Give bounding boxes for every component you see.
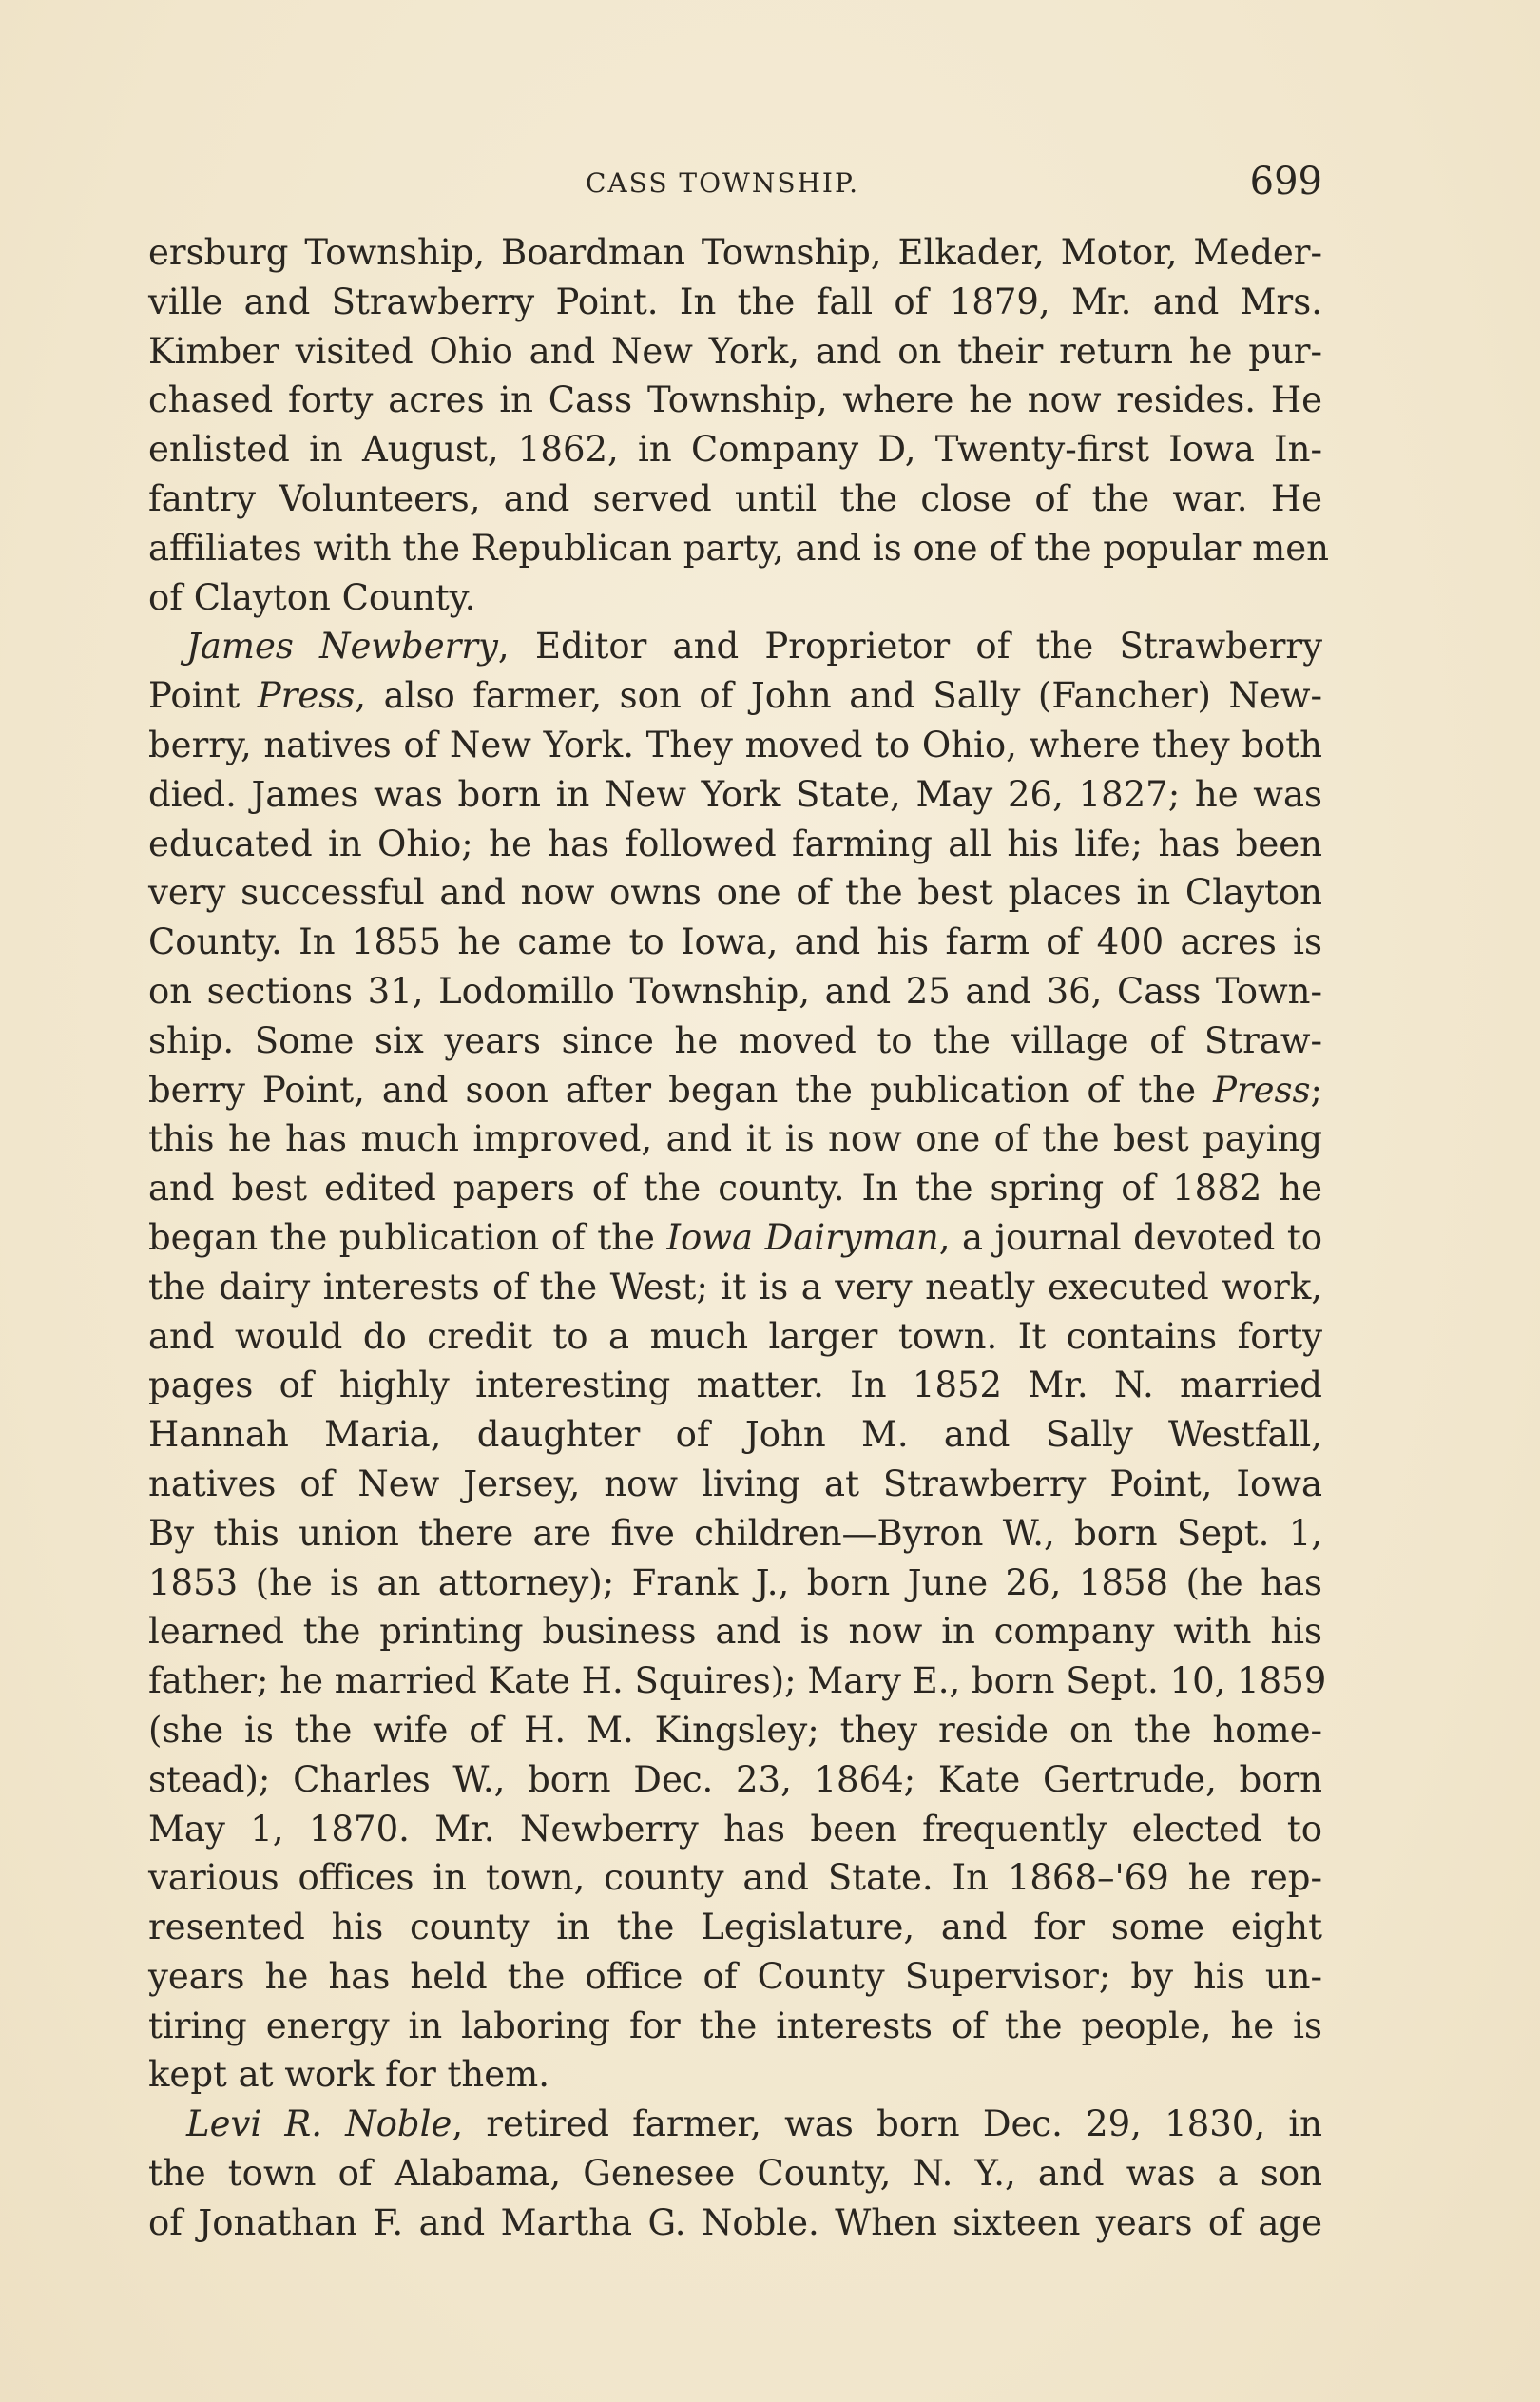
text-line: tiring energy in laboring for the interests of the people, he is xyxy=(148,2005,1322,2046)
text-line: stead); Charles W., born Dec. 23, 1864; Kate Gertrude, born xyxy=(148,1758,1322,1800)
text-line: (she is the wife of H. M. Kingsley; they reside on the home- xyxy=(148,1709,1322,1751)
text-line: educated in Ohio; he has followed farming all his life; has been xyxy=(148,823,1322,864)
page-number: 699 xyxy=(1249,160,1322,203)
text-segment: , retired farmer, was born Dec. 29, 1830, in xyxy=(452,2103,1322,2145)
text-line: affiliates with the Republican party, and is one of the popular men xyxy=(148,527,1329,569)
text-line: fantry Volunteers, and served until the close of the war. He xyxy=(148,477,1322,519)
text-line: berry, natives of New York. They moved to Ohio, where they both xyxy=(148,724,1322,765)
text-line: Kimber visited Ohio and New York, and on their return he pur- xyxy=(148,330,1322,372)
text-line: natives of New Jersey, now living at Strawberry Point, Iowa xyxy=(148,1463,1322,1504)
text-line: ville and Strawberry Point. In the fall of 1879, Mr. and Mrs. xyxy=(148,281,1322,322)
body-text xyxy=(148,228,1329,2248)
text-line: 1853 (he is an attorney); Frank J., born June 26, 1858 (he has xyxy=(148,1561,1322,1603)
text-line: died. James was born in New York State, May 26, 1827; he was xyxy=(148,773,1322,815)
italic-text: Iowa Dairyman xyxy=(666,1216,939,1258)
text-line: By this union there are five children—Byron W., born Sept. 1, xyxy=(148,1512,1322,1554)
text-line: chased forty acres in Cass Township, where he now resides. He xyxy=(148,379,1322,421)
text-line: County. In 1855 he came to Iowa, and his farm of 400 acres is xyxy=(148,921,1322,963)
italic-text: Press xyxy=(1213,1069,1311,1111)
text-segment: ; xyxy=(1310,1069,1322,1111)
text-line: very successful and now owns one of the best places in Clayton xyxy=(148,872,1322,914)
italic-text: James Newberry xyxy=(186,626,498,668)
text-line: Hannah Maria, daughter of John M. and Sally Westfall, xyxy=(148,1414,1322,1456)
italic-text: Levi R. Noble xyxy=(186,2103,452,2145)
text-line xyxy=(148,622,1322,671)
page-header xyxy=(148,160,1322,213)
text-line: the town of Alabama, Genesee County, N. Y., and was a son xyxy=(148,2153,1322,2195)
text-line: of Clayton County. xyxy=(148,576,476,618)
text-line: resented his county in the Legislature, and for some eight xyxy=(148,1907,1322,1948)
text-segment: , also farmer, son of John and Sally (Fancher) New- xyxy=(355,675,1322,717)
text-segment: began the publication of the xyxy=(148,1216,667,1258)
text-line: various offices in town, county and State. In 1868–'69 he rep- xyxy=(148,1857,1322,1899)
text-line: father; he married Kate H. Squires); Mary E., born Sept. 10, 1859 xyxy=(148,1660,1327,1702)
text-line: years he has held the office of County Supervisor; by his un- xyxy=(148,1955,1322,1997)
text-line: and best edited papers of the county. In the spring of 1882 he xyxy=(148,1168,1322,1210)
running-head: CASS TOWNSHIP. xyxy=(586,167,860,199)
text-segment: Point xyxy=(148,675,258,717)
text-line: the dairy interests of the West; it is a very neatly executed work, xyxy=(148,1266,1322,1308)
text-line xyxy=(148,2100,1322,2149)
text-line: pages of highly interesting matter. In 1852 Mr. N. married xyxy=(148,1365,1322,1406)
text-line: kept at work for them. xyxy=(148,2054,549,2096)
text-line xyxy=(148,671,1322,721)
text-line: on sections 31, Lodomillo Township, and 25 and 36, Cass Town- xyxy=(148,970,1322,1012)
text-line: learned the printing business and is now in company with his xyxy=(148,1611,1322,1653)
text-line: ship. Some six years since he moved to the village of Straw- xyxy=(148,1019,1322,1061)
text-line: and would do credit to a much larger town. It contains forty xyxy=(148,1315,1322,1357)
text-line: enlisted in August, 1862, in Company D, Twenty-first Iowa In- xyxy=(148,429,1322,471)
text-segment: , a journal devoted to xyxy=(938,1216,1322,1258)
text-line xyxy=(148,1213,1322,1263)
text-line: of Jonathan F. and Martha G. Noble. When sixteen years of age xyxy=(148,2201,1322,2243)
text-line xyxy=(148,1066,1322,1115)
text-line: ersburg Township, Boardman Township, Elkader, Motor, Meder- xyxy=(148,232,1322,273)
italic-text: Press xyxy=(257,675,356,717)
text-segment: berry Point, and soon after began the publication of the xyxy=(148,1069,1214,1111)
text-line: this he has much improved, and it is now one of the best paying xyxy=(148,1118,1322,1160)
text-segment: , Editor and Proprietor of the Strawberry xyxy=(497,626,1322,668)
text-line: May 1, 1870. Mr. Newberry has been frequently elected to xyxy=(148,1808,1322,1850)
